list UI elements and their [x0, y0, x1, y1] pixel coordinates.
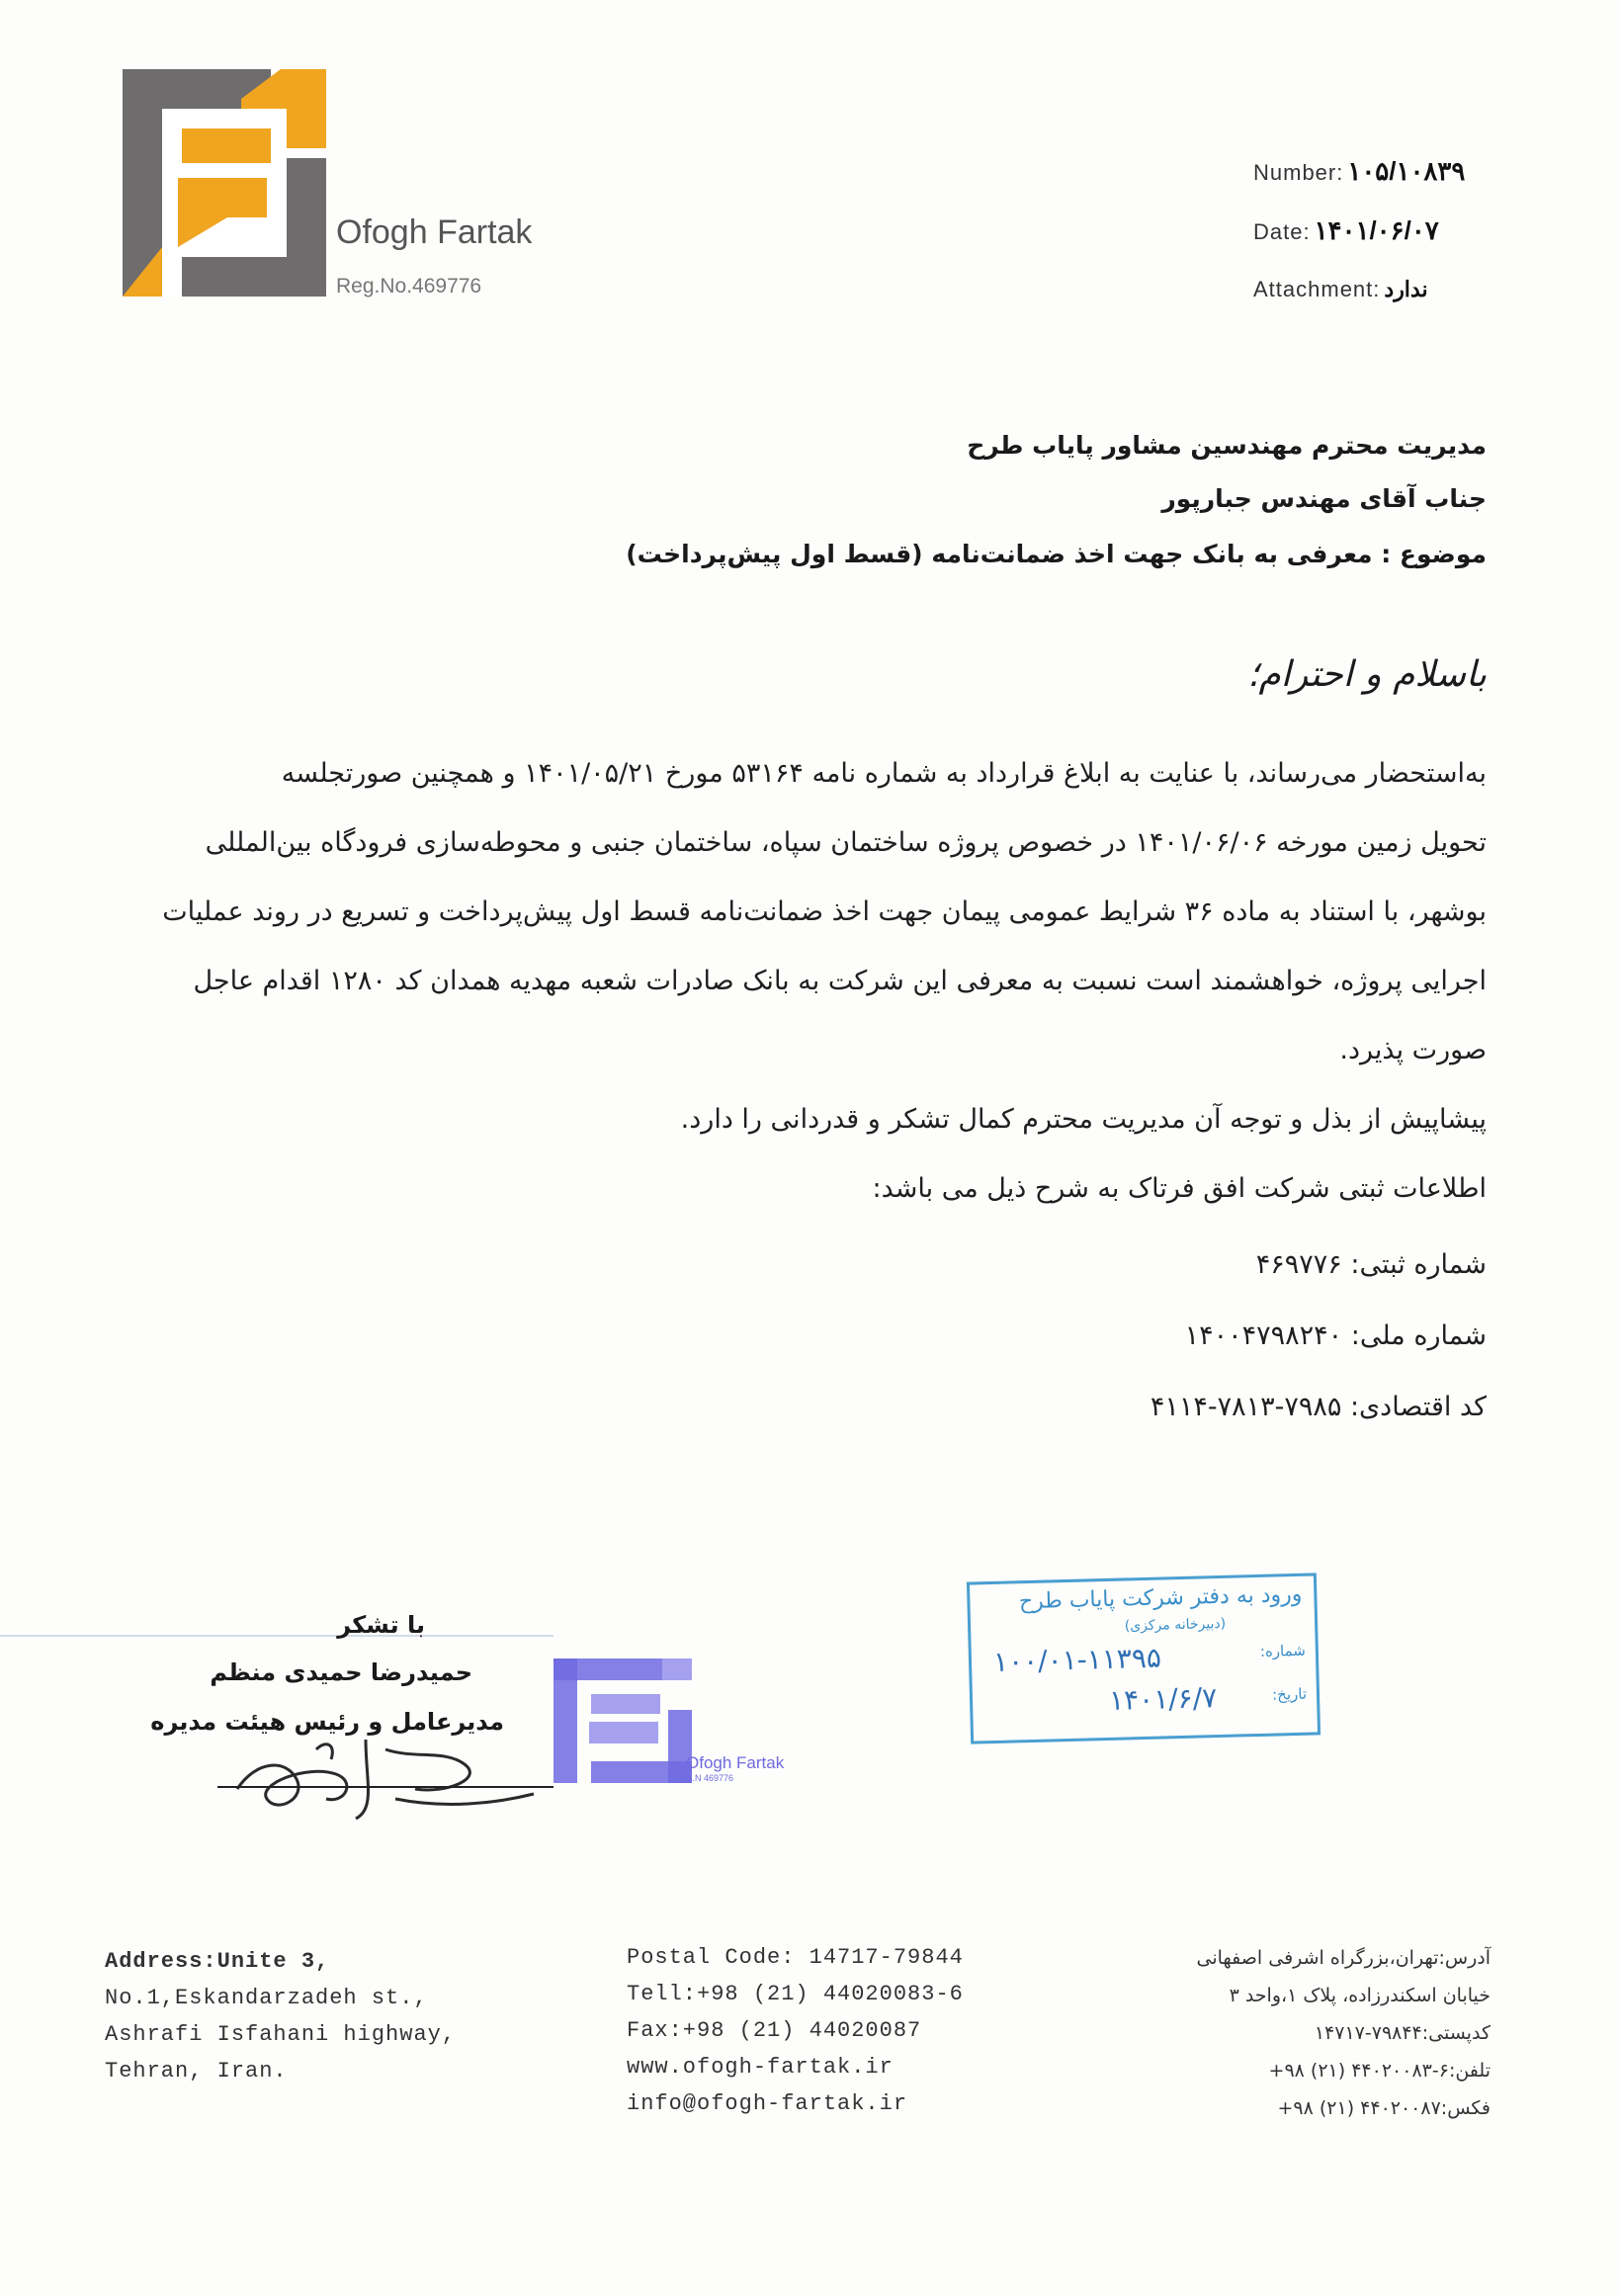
scan-line	[0, 1635, 554, 1637]
national-id-label: شماره ملی:	[1350, 1320, 1487, 1351]
number-label: Number:	[1253, 160, 1344, 185]
reg-number: Reg.No.469776	[336, 275, 482, 298]
date-value: ۱۴۰۱/۰۶/۰۷	[1314, 215, 1439, 245]
footer-website[interactable]: www.ofogh-fartak.ir	[627, 2055, 894, 2080]
received-stamp-date-label: تاریخ:	[1271, 1684, 1308, 1704]
body-line-5: صورت پذیرد.	[1339, 1035, 1487, 1065]
date-label: Date:	[1253, 219, 1311, 244]
received-stamp-subtitle: (دبیرخانه مرکزی)	[1124, 1615, 1227, 1635]
attachment-label: Attachment:	[1253, 277, 1381, 301]
footer-fa-line: فکس:۴۴۰۲۰۰۸۷ (۲۱) ۹۸+	[1277, 2097, 1491, 2119]
body-line-1: به‌استحضار می‌رساند، با عنایت به ابلاغ قرارداد به شماره نامه ۵۳۱۶۴ مورخ ۱۴۰۱/۰۵/۲۱ و همچنین صورتجلسه	[281, 758, 1487, 789]
salutation: باسلام و احترام؛	[1247, 654, 1487, 695]
footer-fa-line: تلفن:۶-۴۴۰۲۰۰۸۳ (۲۱) ۹۸+	[1268, 2060, 1491, 2082]
stamp-reg: R.N 469776	[686, 1773, 734, 1783]
stamp-logo-icon	[554, 1658, 692, 1783]
received-stamp	[967, 1573, 1321, 1743]
signer-title: مدیرعامل و رئیس هیئت مدیره	[150, 1708, 504, 1736]
footer-email[interactable]: info@ofogh-fartak.ir	[627, 2091, 908, 2116]
footer-fa-line: خیابان اسکندرزاده، پلاک ۱،واحد ۳	[1229, 1985, 1491, 2006]
received-stamp-number-label: شماره:	[1259, 1641, 1307, 1660]
reg-number-row	[1256, 1249, 1487, 1280]
footer-address-line: Ashrafi Isfahani highway,	[105, 2022, 457, 2047]
national-id-row	[1185, 1320, 1487, 1351]
footer-address-line: No.1,Eskandarzadeh st.,	[105, 1986, 428, 2010]
footer-address-line: Address:Unite 3,	[105, 1949, 330, 1974]
reg-number-value: ۴۶۹۷۷۶	[1255, 1249, 1342, 1280]
body-line-2: تحویل زمین مورخه ۱۴۰۱/۰۶/۰۶ در خصوص پروژه ساختمان سپاه، ساختمان جنبی و محوطه‌سازی فرودگاه بین‌المللی	[205, 827, 1487, 858]
footer-fa-line: آدرس:تهران،بزرگراه اشرفی اصفهانی	[1196, 1947, 1491, 1969]
company-stamp	[554, 1658, 810, 1797]
footer-postal-code: Postal Code: 14717-79844	[627, 1945, 964, 1970]
body-line-4: اجرایی پروژه، خواهشمند است نسبت به معرفی این شرکت به بانک صادرات شعبه مهدیه همدان کد ۱۲۸۰ اقدام عاجل	[193, 966, 1487, 996]
economic-code-row	[1150, 1392, 1487, 1422]
footer-fa-line: کدپستی:۷۹۸۴۴-۱۴۷۱۷	[1314, 2022, 1491, 2044]
footer-contact	[627, 1939, 964, 2122]
received-stamp-title: ورود به دفتر شرکت پایاب طرح	[1018, 1581, 1303, 1615]
subject-line: موضوع : معرفی به بانک جهت اخذ ضمانت‌نامه (قسط اول پیش‌پرداخت)	[626, 540, 1487, 568]
attachment-value: ندارد	[1384, 277, 1428, 301]
letter-date	[1253, 215, 1439, 246]
footer-fax: Fax:+98 (21) 44020087	[627, 2018, 922, 2043]
closing: با تشکر	[337, 1611, 425, 1639]
national-id-value: ۱۴۰۰۴۷۹۸۲۴۰	[1184, 1320, 1343, 1351]
footer-address-fa	[1075, 1939, 1491, 2127]
letter-number	[1253, 156, 1465, 187]
recipient-line-2: جناب آقای مهندس جبارپور	[1161, 484, 1487, 513]
reg-number-label: شماره ثبتی:	[1350, 1249, 1487, 1280]
logo-mark-icon	[123, 69, 326, 297]
handwritten-signature	[217, 1720, 554, 1828]
company-name: Ofogh Fartak	[336, 213, 533, 251]
footer-address-en	[105, 1943, 456, 2089]
economic-code-value: ۴۱۱۴-۷۸۱۳-۷۹۸۵	[1150, 1392, 1342, 1422]
body-line-3: بوشهر، با استناد به ماده ۳۶ شرایط عمومی پیمان جهت اخذ ضمانت‌نامه قسط اول پیش‌پرداخت و تسریع در روند عملیات	[162, 896, 1487, 927]
thanks-line: پیشاپیش از بذل و توجه آن مدیریت محترم کمال تشکر و قدردانی را دارد.	[680, 1104, 1487, 1135]
company-logo	[123, 69, 326, 297]
footer-address-line: Tehran, Iran.	[105, 2059, 288, 2083]
recipient-line-1: مدیریت محترم مهندسین مشاور پایاب طرح	[967, 431, 1487, 460]
footer-tel: Tell:+98 (21) 44020083-6	[627, 1982, 964, 2006]
number-value: ۱۰۵/۱۰۸۳۹	[1347, 156, 1466, 186]
stamp-company-name: Ofogh Fartak	[686, 1753, 785, 1772]
received-stamp-number: ۱۰۰/۰۱-۱۱۳۹۵	[992, 1641, 1162, 1678]
registration-intro: اطلاعات ثبتی شرکت افق فرتاک به شرح ذیل می باشد:	[872, 1173, 1487, 1204]
received-stamp-date: ۱۴۰۱/۶/۷	[1108, 1681, 1218, 1717]
letter-attachment	[1253, 277, 1428, 302]
signer-name: حمیدرضا حمیدی منظم	[210, 1658, 472, 1686]
economic-code-label: کد اقتصادی:	[1349, 1392, 1487, 1422]
